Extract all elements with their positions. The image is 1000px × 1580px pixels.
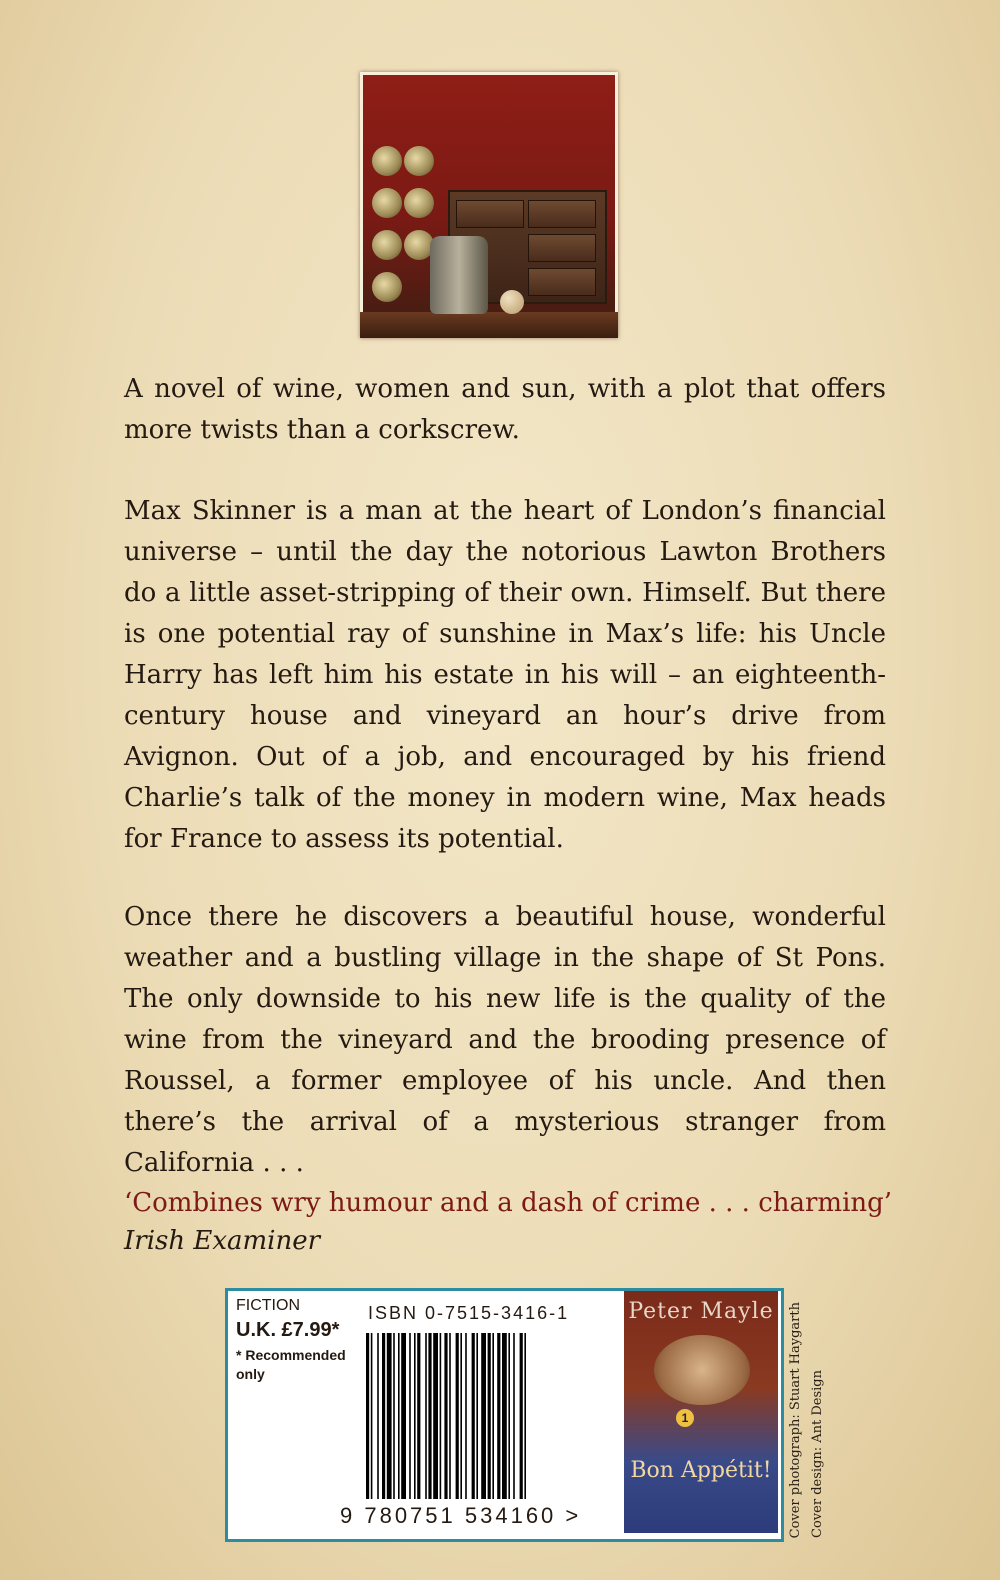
synopsis-paragraph-1 <box>124 491 886 860</box>
coffee-pot <box>430 236 488 314</box>
cover-photo <box>360 72 618 338</box>
photo-credit: Cover photograph: Stuart Haygarth <box>788 1301 803 1538</box>
advert-author: Peter Mayle <box>628 1299 774 1324</box>
synopsis-paragraph-2 <box>124 897 886 1184</box>
category-label: FICTION <box>236 1297 300 1314</box>
plate-image <box>654 1335 750 1405</box>
series-badge: 1 <box>676 1409 694 1427</box>
isbn-label: ISBN 0-7515-3416-1 <box>368 1303 570 1323</box>
price-label: U.K. £7.99* <box>236 1319 340 1341</box>
ean-number: 9 780751 534160 > <box>340 1503 582 1528</box>
price-note: * Recommended only <box>236 1347 346 1382</box>
advert-book-cover <box>624 1291 778 1533</box>
cover-credits <box>786 1298 834 1538</box>
review-quote <box>124 1184 904 1260</box>
synopsis-text-1: Max Skinner is a man at the heart of London’s financial universe – until the day the notorious Lawton Brothers do a little asset-stripping of their own. Himself. But there is one potential ray of sunshine in Max’s life: his Uncle Harry has left him his estate in his will – an eighteenth-century house and vineyard an hour’s drive from Avignon. Out of a job, and encouraged by his friend Charlie’s talk of the money in modern wine, Max heads for France to assess its potential. <box>124 496 886 854</box>
design-credit: Cover design: Ant Design <box>810 1370 825 1538</box>
barcode-bars <box>366 1333 594 1499</box>
barcode-panel <box>225 1288 784 1542</box>
synopsis-text-2: Once there he discovers a beautiful house, wonderful weather and a bustling village in the shape of St Pons. The only downside to his new life is the quality of the wine from the vineyard and the brooding presence of Roussel, a former employee of his uncle. And then there’s the arrival of a mysterious stranger from California . . . <box>124 902 886 1178</box>
tagline-text: A novel of wine, women and sun, with a plot that offers more twists than a corkscrew. <box>124 374 886 445</box>
price-info <box>236 1297 366 1384</box>
advert-title: Bon Appétit! <box>630 1458 772 1483</box>
plate-rack <box>370 138 432 334</box>
quote-source: Irish Examiner <box>124 1226 321 1256</box>
tagline <box>124 369 886 451</box>
quote-text: ‘Combines wry humour and a dash of crime . . . charming’ <box>124 1188 893 1218</box>
